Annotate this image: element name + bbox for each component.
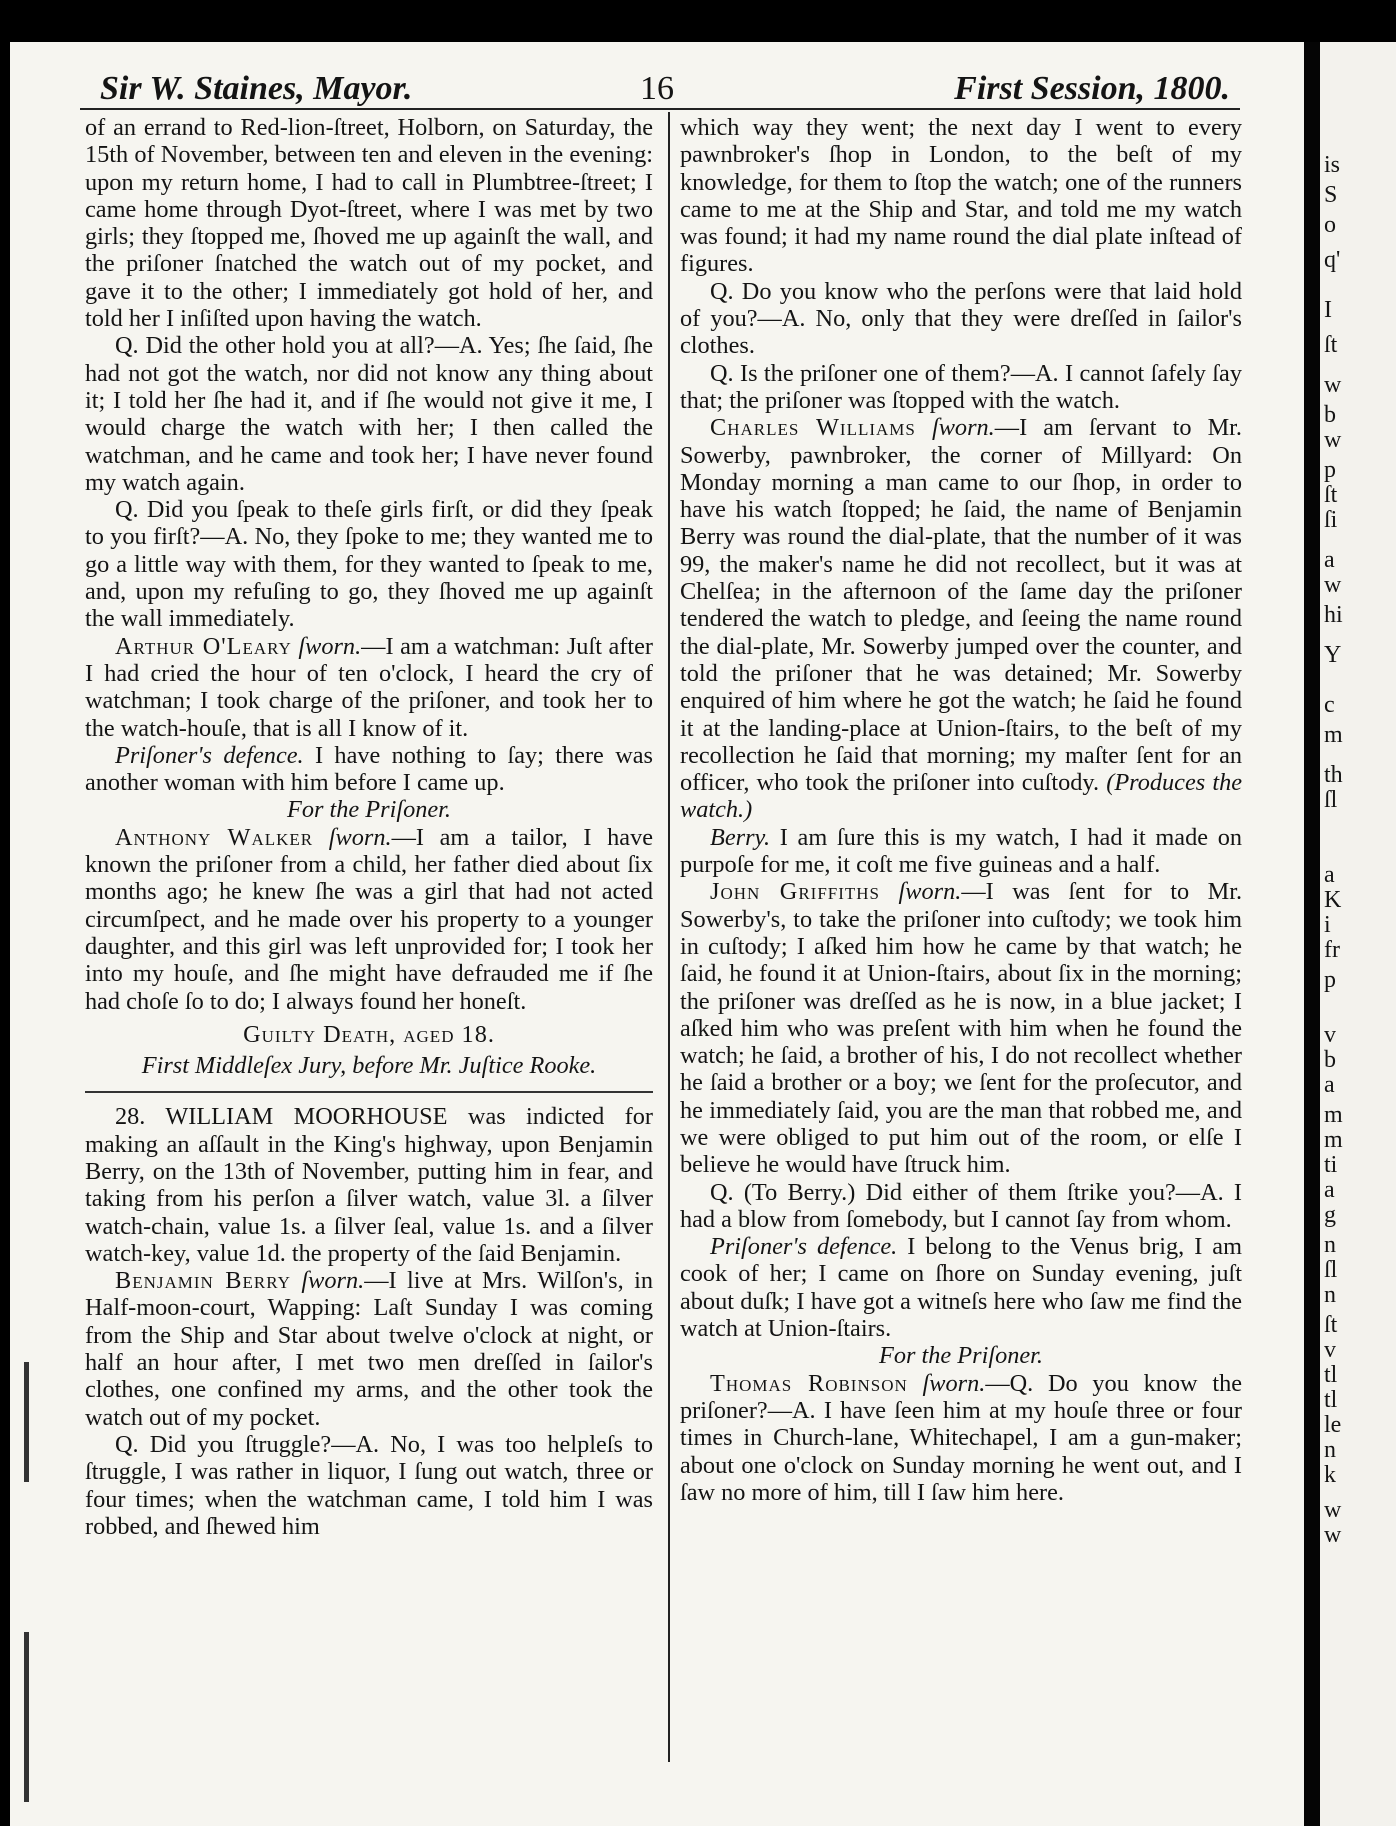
next-page-fragment: w bbox=[1324, 1522, 1342, 1548]
defence-text: I belong to the Venus brig, I am cook of her; I came on ſhore on Sunday evening, juſt about duſk; I have got a witneſs here who ſaw me find the watch at Union-ſtairs. bbox=[680, 1233, 1242, 1343]
paragraph: Q. Do you know who the perſons were that laid hold of you?—A. No, only that they were dreſſed in ſailor's clothes. bbox=[680, 277, 1242, 360]
case-separator bbox=[85, 1091, 653, 1093]
sworn-label: ſworn. bbox=[898, 878, 962, 906]
testimony-paragraph bbox=[680, 1370, 1242, 1506]
next-page-fragment: is bbox=[1324, 152, 1341, 178]
defendant-name: WILLIAM MOORHOUSE bbox=[165, 1103, 448, 1131]
testimony-text: —I am a tailor, I have known the priſoner from a child, her father died about ſix months ago; he knew ſhe was a girl that had not acted circumſpect, and he made over his property to a younger daughter, and this girl was left unprovided for; I took her into my houſe, and ſhe might have defrauded me if ſhe had choſe ſo to do; I always found her honeſt. bbox=[85, 823, 654, 1015]
jury-line: First Middleſex Jury, before Mr. Juſtice Rooke. bbox=[141, 1052, 597, 1080]
next-page-fragment: a bbox=[1324, 1177, 1335, 1203]
next-page-fragment: ſt bbox=[1324, 1312, 1338, 1338]
binding-edge-mark bbox=[24, 1632, 29, 1802]
header-session: First Session, 1800. bbox=[954, 70, 1230, 107]
book-page bbox=[10, 42, 1304, 1826]
testimony-paragraph bbox=[680, 1179, 1242, 1234]
indictment-paragraph bbox=[85, 1103, 653, 1267]
testimony-paragraph bbox=[680, 414, 1242, 823]
paragraph: which way they went; the next day I went to every pawnbroker's ſhop in London, to the beſt of my knowledge, for them to ſtop the watch; one of the runners came to me at the Ship and Star, and told me my watch was found; it had my name round the dial plate inſtead of figures. bbox=[680, 114, 1242, 278]
next-page-fragment: q' bbox=[1324, 247, 1341, 273]
witness-name: Arthur O'Leary bbox=[115, 632, 292, 660]
next-page-fragment: v bbox=[1324, 1022, 1336, 1048]
testimony-text: I am ſure this is my watch, I had it made on purpoſe for me, it coſt me five guineas and a half. bbox=[680, 823, 1242, 879]
witness-name: Benjamin Berry bbox=[115, 1267, 291, 1295]
defence-label: Priſoner's defence. bbox=[115, 741, 304, 769]
sworn-label: ſworn. bbox=[922, 1369, 986, 1397]
next-page-fragment: m bbox=[1324, 1127, 1343, 1153]
for-prisoner-heading: For the Priſoner. bbox=[879, 1342, 1043, 1370]
witness-name: Charles Williams bbox=[710, 414, 916, 442]
witness-name: Thomas Robinson bbox=[710, 1369, 908, 1397]
defence-label: Priſoner's defence. bbox=[710, 1233, 898, 1261]
next-page-fragment: m bbox=[1324, 722, 1343, 748]
next-page-fragment: p bbox=[1324, 457, 1336, 483]
speaker-label: Berry. bbox=[710, 823, 771, 851]
paragraph: Q. Is the priſoner one of them?—A. I cannot ſafely ſay that; the priſoner was ſtopped with the watch. bbox=[680, 359, 1242, 414]
next-page-fragment: ſt bbox=[1324, 482, 1338, 508]
next-page-fragment: Y bbox=[1324, 642, 1342, 668]
next-page-fragment: tl bbox=[1324, 1387, 1338, 1413]
next-page-fragment: ſl bbox=[1324, 1257, 1338, 1283]
next-page-fragment: w bbox=[1324, 572, 1342, 598]
testimony-text: —I was ſent for to Mr. Sowerby's, to take the priſoner into cuſtody; we took him in cuſtody; I aſked him how he came by that watch; he ſaid, he found it at Union-ſtairs, about ſix in the morning; the priſoner was dreſſed as he is now, in a blue jacket; I aſked him who was preſent with him when he found the watch; he ſaid, a brother of his, I do not recollect whether he ſaid a brother or a boy; we ſent for the proſecutor, and he immediately ſaid, you are the man that robbed me, and we were obliged to put him out of the room, or elſe I believe he would have ſtruck him. bbox=[680, 878, 1243, 1179]
testimony-text: Did either of them ſtrike you?—A. I had a blow from ſomebody, but I cannot ſay from whom. bbox=[680, 1178, 1243, 1233]
next-page-fragment: n bbox=[1324, 1232, 1336, 1258]
binding-edge-mark bbox=[24, 1362, 29, 1482]
testimony-text: —I live at Mrs. Wilſon's, in Half-moon-court, Wapping: Laſt Sunday I was coming from the Ship and Star about twelve o'clock at night, or half an hour after, I met two men dreſſed in ſailor's clothes, one confined my arms, and the other took the watch out of my pocket. bbox=[85, 1267, 654, 1431]
next-page-fragment: fr bbox=[1324, 937, 1340, 963]
next-page-fragment: ſi bbox=[1324, 507, 1338, 533]
next-page-edge bbox=[1320, 42, 1396, 1826]
header-rule bbox=[80, 108, 1240, 110]
stage-direction: (Produces the watch.) bbox=[680, 769, 1243, 824]
question-label: Q. (To Berry.) bbox=[710, 1178, 856, 1206]
running-header bbox=[80, 60, 1230, 120]
next-page-fragment: w bbox=[1324, 427, 1342, 453]
sworn-label: ſworn. bbox=[328, 823, 392, 851]
defence-paragraph bbox=[85, 742, 653, 797]
paragraph: of an errand to Red-lion-ſtreet, Holborn, on Saturday, the 15th of November, between ten and eleven in the evening: upon my return home, I had to call in Plumbtree-ſtreet; I came home through Dyot-ſtreet, where I was met by two girls; they ſtopped me, ſhoved me up againſt the wall, and the priſoner ſnatched the watch out of my pocket, and gave it to the other; I immediately got hold of her, and told her I inſiſted upon having the watch. bbox=[85, 114, 653, 333]
next-page-fragment: m bbox=[1324, 1102, 1343, 1128]
next-page-fragment: ſt bbox=[1324, 332, 1338, 358]
right-column bbox=[680, 114, 1242, 1506]
next-page-fragment: hi bbox=[1324, 602, 1343, 628]
next-page-fragment: v bbox=[1324, 1337, 1336, 1363]
next-page-fragment: le bbox=[1324, 1412, 1342, 1438]
witness-name: John Griffiths bbox=[710, 878, 881, 906]
witness-name: Anthony Walker bbox=[115, 823, 314, 851]
next-page-fragment: ſl bbox=[1324, 787, 1338, 813]
sworn-label: ſworn. bbox=[931, 414, 995, 442]
next-page-fragment: th bbox=[1324, 762, 1343, 788]
next-page-fragment: a bbox=[1324, 862, 1335, 888]
testimony-paragraph bbox=[85, 1267, 653, 1431]
sworn-label: ſworn. bbox=[298, 632, 362, 660]
next-page-fragment: k bbox=[1324, 1462, 1336, 1488]
sworn-label: ſworn. bbox=[301, 1267, 365, 1295]
next-page-fragment: o bbox=[1324, 212, 1336, 238]
verdict: Guilty Death, aged 18. bbox=[243, 1020, 495, 1048]
next-page-fragment: b bbox=[1324, 1047, 1336, 1073]
next-page-fragment: i bbox=[1324, 912, 1331, 938]
book-gutter bbox=[1304, 42, 1320, 1826]
page-number: 16 bbox=[640, 70, 674, 107]
next-page-fragment: tl bbox=[1324, 1362, 1338, 1388]
next-page-fragment: c bbox=[1324, 692, 1335, 718]
testimony-text: —I am ſervant to Mr. Sowerby, pawnbroker, the corner of Millyard: On Monday morning a man came to our ſhop, in order to have his watch ſtopped; he ſaid, the name of Benjamin Berry was round the dial-plate, that the number of it was 99, the maker's name he did not recollect, but it was at Chelſea; in the afternoon of the ſame day the priſoner tendered the watch to pledge, and ſeeing the name round the dial-plate, Mr. Sowerby jumped over the counter, and told the priſoner that he was detained; Mr. Sowerby enquired of him where he got the watch; he ſaid he found it at the landing-place at Union-ſtairs, to the beſt of my recollection he ſaid that morning; my maſter ſent for an officer, who took the priſoner into cuſtody. bbox=[680, 414, 1243, 797]
next-page-fragment: n bbox=[1324, 1437, 1336, 1463]
next-page-fragment: w bbox=[1324, 372, 1342, 398]
testimony-paragraph bbox=[680, 878, 1242, 1178]
next-page-fragment: I bbox=[1324, 297, 1332, 323]
next-page-fragment: a bbox=[1324, 547, 1335, 573]
next-page-fragment: p bbox=[1324, 967, 1336, 993]
next-page-fragment: n bbox=[1324, 1282, 1336, 1308]
column-divider bbox=[668, 112, 670, 1762]
defence-text: I have nothing to ſay; there was another woman with him before I came up. bbox=[85, 741, 653, 797]
defence-paragraph bbox=[680, 1233, 1242, 1342]
next-page-fragment: S bbox=[1324, 182, 1338, 208]
next-page-fragment: b bbox=[1324, 402, 1336, 428]
next-page-fragment: K bbox=[1324, 887, 1342, 913]
left-column bbox=[85, 114, 653, 1540]
paragraph: Q. Did the other hold you at all?—A. Yes; ſhe ſaid, ſhe had not got the watch, nor did not know any thing about it; I told her ſhe had it, and if ſhe would not give it me, I would charge the watch with her; I then called the watchman, and he came and took her; I have never found my watch again. bbox=[85, 332, 653, 496]
testimony-paragraph bbox=[85, 824, 653, 1015]
for-prisoner-heading: For the Priſoner. bbox=[287, 796, 451, 824]
header-mayor: Sir W. Staines, Mayor. bbox=[100, 70, 413, 107]
testimony-text: —I am a watchman: Juſt after I had cried the hour of ten o'clock, I heard the cry of watchman; I took charge of the priſoner, and took her to the watch-houſe, that is all I know of it. bbox=[85, 632, 653, 742]
paragraph: Q. Did you ſtruggle?—A. No, I was too helpleſs to ſtruggle, I was rather in liquor, I ſung out watch, three or four times; when the watchman came, I told him I was robbed, and ſhewed him bbox=[85, 1430, 653, 1540]
next-page-fragment: g bbox=[1324, 1202, 1336, 1228]
next-page-fragment: a bbox=[1324, 1072, 1335, 1098]
testimony-text: —Q. Do you know the priſoner?—A. I have ſeen him at my houſe three or four times in Church-lane, Whitechapel, I am a gun-maker; about one o'clock on Sunday morning he went out, and I ſaw no more of him, till I ſaw him here. bbox=[680, 1369, 1243, 1506]
next-page-fragment: w bbox=[1324, 1497, 1342, 1523]
testimony-paragraph bbox=[680, 824, 1242, 879]
case-number: 28. bbox=[115, 1103, 146, 1131]
testimony-paragraph bbox=[85, 633, 653, 742]
paragraph: Q. Did you ſpeak to theſe girls firſt, or did they ſpeak to you firſt?—A. No, they ſpoke to me; they wanted me to go a little way with them, for they wanted to ſpeak to me, and, upon my refuſing to go, they ſhoved me up againſt the wall immediately. bbox=[85, 496, 653, 633]
indictment-text: was indicted for making an aſſault in the King's highway, upon Benjamin Berry, on the 13th of November, putting him in fear, and taking from his perſon a ſilver watch, value 3l. a ſilver watch-chain, value 1s. a ſilver ſeal, value 1s. and a ſilver watch-key, value 1d. the property of the ſaid Benjamin. bbox=[85, 1103, 654, 1267]
next-page-fragment: ti bbox=[1324, 1152, 1338, 1178]
